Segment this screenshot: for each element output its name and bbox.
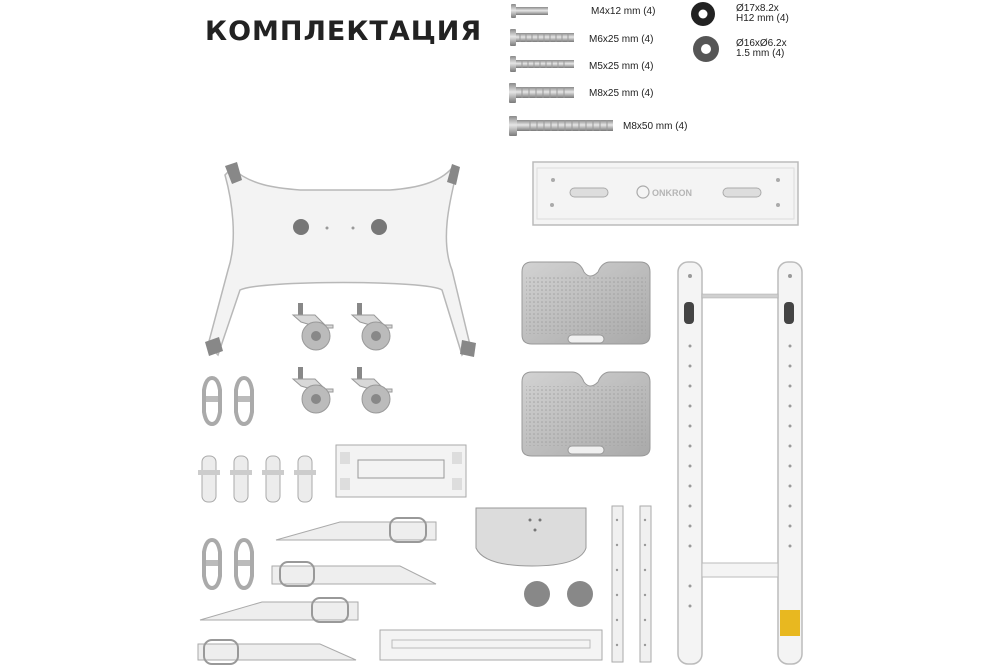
- mounting-plate-icon: [336, 445, 466, 497]
- shelf-bracket-icon: [476, 508, 586, 566]
- shelf-lower-icon: [522, 372, 650, 456]
- screw-m8x50-icon: [509, 116, 613, 136]
- screw-m8x25-icon: [509, 83, 574, 103]
- column-crossbar-icon: [702, 294, 778, 577]
- end-cap-1-icon: [524, 581, 550, 607]
- rail-1-icon: [612, 506, 623, 662]
- screw-label-m8x25: M8x25 mm (4): [589, 88, 654, 99]
- screw-label-m8x50: M8x50 mm (4): [623, 121, 688, 132]
- arm-bracket-1-icon: [276, 518, 436, 542]
- washer2-label-line2: 1.5 mm (4): [736, 48, 785, 59]
- end-cap-2-icon: [567, 581, 593, 607]
- caster-wheel-2-icon: [352, 303, 392, 350]
- clamp-4-icon: [294, 456, 316, 502]
- chain-link-4-icon: [236, 540, 252, 588]
- base-frame-icon: [205, 162, 476, 357]
- rubber-washer-icon: [691, 2, 715, 26]
- arm-bracket-4-icon: [198, 640, 356, 664]
- shelf-upper-icon: [522, 262, 650, 344]
- washer1-label-line1: Ø17x8.2x: [736, 3, 779, 14]
- long-bar-icon: [380, 630, 602, 660]
- screw-m4x12-icon: [511, 4, 548, 18]
- screw-label-m6x25: M6x25 mm (4): [589, 34, 654, 45]
- screw-m5x25-icon: [510, 56, 574, 72]
- washer2-label-line1: Ø16xØ6.2x: [736, 38, 787, 49]
- clamp-1-icon: [198, 456, 220, 502]
- chain-link-2-icon: [236, 378, 252, 424]
- caster-wheel-3-icon: [293, 367, 333, 413]
- flat-washer-icon: [693, 36, 719, 62]
- screw-m6x25-icon: [510, 29, 574, 46]
- upright-column-left-icon: [678, 262, 702, 664]
- clamp-2-icon: [230, 456, 252, 502]
- caster-wheel-4-icon: [352, 367, 392, 413]
- warning-sticker-icon: [780, 610, 800, 636]
- arm-bracket-3-icon: [200, 598, 358, 622]
- screw-label-m5x25: M5x25 mm (4): [589, 61, 654, 72]
- crossbar-bracket-icon: [533, 162, 798, 225]
- chain-link-3-icon: [204, 540, 220, 588]
- rail-2-icon: [640, 506, 651, 662]
- page-title: КОМПЛЕКТАЦИЯ: [205, 16, 483, 47]
- arm-bracket-2-icon: [272, 562, 436, 586]
- screw-label-m4x12: M4x12 mm (4): [591, 6, 656, 17]
- chain-link-1-icon: [204, 378, 220, 424]
- brand-logo-text: ONKRON: [652, 188, 692, 198]
- washer1-label-line2: H12 mm (4): [736, 13, 789, 24]
- clamp-3-icon: [262, 456, 284, 502]
- caster-wheel-1-icon: [293, 303, 333, 350]
- upright-column-right-icon: [778, 262, 802, 664]
